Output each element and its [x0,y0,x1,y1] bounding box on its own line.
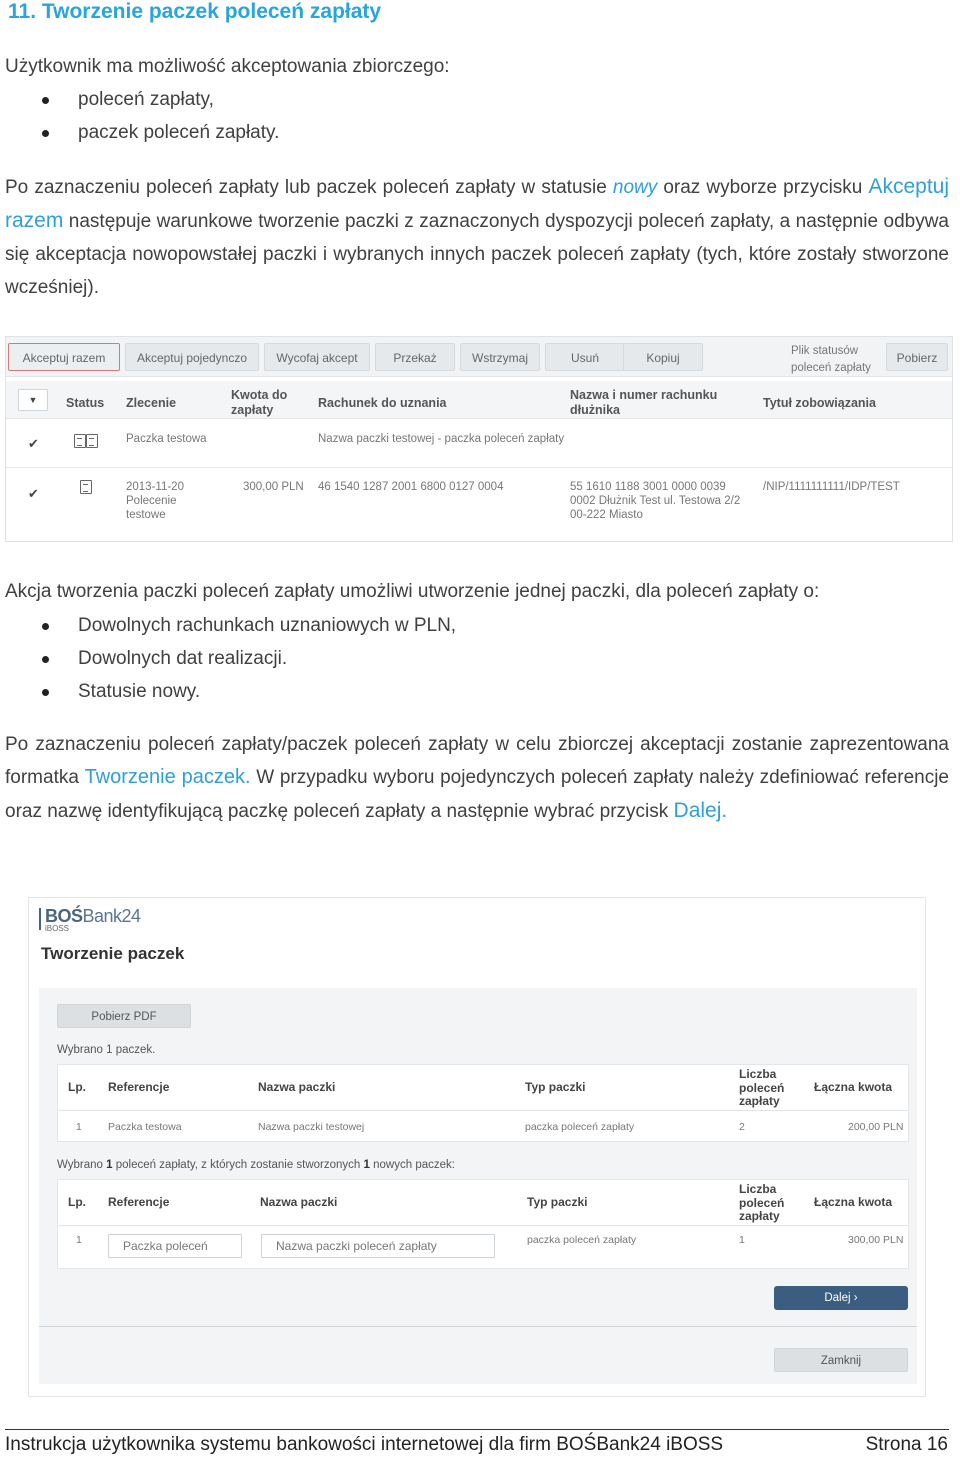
bank-logo [45,906,141,933]
chevron-right-icon: › [853,1292,858,1304]
order-cell: 2013-11-20 Polecenie testowe [126,481,184,521]
account-cell: Nazwa paczki testowej - paczka poleceń zapłaty [318,433,565,445]
new-packages-label [57,1159,455,1171]
new-packages-table [57,1179,909,1269]
text-span: poleceń zapłaty, z których zostanie stworzonych [112,1159,364,1171]
fetch-button[interactable]: Pobierz [886,343,948,371]
footer-divider [5,1429,949,1430]
column-name: Nazwa paczki [258,1080,336,1094]
intro-list [40,83,279,149]
column-count: Liczba poleceń zapłaty [739,1067,785,1108]
text-span: W przypadku wyboru pojedynczych poleceń zapłaty należy zdefiniować referencje oraz nazwę identyfikującą paczkę poleceń zapłaty a następnie wybrać przycisk [5,767,949,822]
delete-button[interactable]: Usuń [545,343,625,371]
hold-button[interactable]: Wstrzymaj [460,343,540,371]
conditions-list [40,609,456,708]
paragraph-2: Akcja tworzenia paczki poleceń zapłaty umożliwi utworzenie jednej paczki, dla poleceń zapłaty o: [5,581,820,602]
cell-type: paczka poleceń zapłaty [525,1121,635,1133]
copy-button[interactable]: Kopiuj [623,343,703,371]
title-cell: /NIP/1111111111/IDP/TEST [763,481,900,493]
column-total: Łączna kwota [814,1080,893,1094]
text-span: nowych paczek: [369,1159,455,1171]
list-item: Statusie nowy. [40,675,456,708]
column-lp: Lp. [68,1195,86,1209]
status-term: nowy [612,177,658,198]
page-number: Strona 16 [865,1434,948,1455]
form-term: Tworzenie paczek. [84,766,251,788]
table-row[interactable] [6,420,952,468]
column-type: Typ paczki [527,1195,588,1209]
packages-table [57,1064,909,1142]
logo-suffix: Bank24 [82,906,141,926]
table-header [58,1065,908,1111]
column-debtor[interactable]: Nazwa i numer rachunku dłużnika [570,388,718,417]
package-name-input[interactable] [261,1234,495,1258]
chevron-down-icon[interactable]: ▼ [18,389,48,411]
table-header [58,1180,908,1226]
column-amount[interactable]: Kwota do zapłaty [231,388,288,417]
column-order[interactable]: Zlecenie [126,396,177,410]
next-label: Dalej [824,1292,851,1304]
account-cell: 46 1540 1287 2001 6800 0127 0004 [318,481,504,493]
list-item: paczek poleceń zapłaty. [40,116,279,149]
button-term: Akceptuj razem [5,175,949,232]
package-icon [74,434,86,448]
logo-bar [39,908,41,930]
list-item: Dowolnych rachunkach uznaniowych w PLN, [40,609,456,642]
paragraph-1 [5,170,949,304]
selected-packages-label: Wybrano 1 paczek. [57,1044,156,1056]
orders-list-screenshot [5,336,953,542]
list-item: Dowolnych dat realizacji. [40,642,456,675]
create-packages-screenshot [28,897,926,1397]
text-span: następuje warunkowe tworzenie paczki z zaznaczonych dyspozycji poleceń zapłaty, a następnie odbywa się akceptacja nowopowstałej paczki i wybranych innych paczek poleceń zapłaty (tych, które zostały stworzone wcześniej). [5,211,949,298]
column-ref: Referencje [108,1195,170,1209]
download-pdf-button[interactable]: Pobierz PDF [57,1004,191,1028]
accept-single-button[interactable]: Akceptuj pojedynczo [125,343,259,371]
accept-together-button[interactable]: Akceptuj razem [8,343,120,371]
footer-title: Instrukcja użytkownika systemu bankowości internetowej dla firm BOŚBank24 iBOSS [5,1434,724,1455]
paragraph-3 [5,728,949,828]
cell-name: Nazwa paczki testowej [258,1121,365,1133]
column-total: Łączna kwota [814,1195,893,1209]
count-value: 1 [106,1159,113,1171]
order-cell: Paczka testowa [126,433,207,445]
amount-cell: 300,00 PLN [243,481,304,493]
close-button[interactable]: Zamknij [774,1348,908,1372]
cell-count: 2 [739,1121,745,1133]
count-value: 1 [363,1159,370,1171]
section-heading: 11. Tworzenie paczek poleceń zapłaty [8,0,382,23]
column-lp: Lp. [68,1080,86,1094]
debtor-cell: 55 1610 1188 3001 0000 0039 0002 Dłużnik Test ul. Testowa 2/2 00-222 Miasto [570,481,741,521]
column-account[interactable]: Rachunek do uznania [318,396,447,410]
text-span: Po zaznaczeniu poleceń zapłaty lub paczek poleceń zapłaty w statusie [5,177,613,198]
action-toolbar [6,337,952,377]
text-span: Po zaznaczeniu poleceń zapłaty/paczek poleceń zapłaty w celu zbiorczej akceptacji zostanie zaprezentowana formatka [5,734,949,788]
next-button[interactable] [774,1286,908,1310]
status-file-label: Plik statusów poleceń zapłaty [791,345,871,374]
checkbox-checked-icon[interactable]: ✔ [28,486,39,501]
text-span: oraz wyborze przycisku [657,177,869,198]
cell-total: 200,00 PLN [848,1121,904,1133]
withdraw-accept-button[interactable]: Wycofaj akcept [264,343,370,371]
checkbox-checked-icon[interactable]: ✔ [28,436,39,451]
intro-text: Użytkownik ma możliwość akceptowania zbiorczego: [5,56,450,77]
column-name: Nazwa paczki [260,1195,338,1209]
column-type: Typ paczki [525,1080,586,1094]
package-icon [86,434,98,448]
column-count: Liczba poleceń zapłaty [739,1182,785,1223]
cell-lp: 1 [76,1121,82,1133]
page-title: Tworzenie paczek [41,944,185,963]
reference-input[interactable] [108,1234,242,1258]
forward-button[interactable]: Przekaż [375,343,455,371]
logo-bank: BOŚ [45,906,83,926]
cell-type: paczka poleceń zapłaty [527,1234,637,1246]
logo-sub: iBOSS [45,924,70,933]
text-span: Wybrano [57,1159,107,1171]
column-status[interactable]: Status [66,396,105,410]
table-row[interactable] [6,468,952,524]
column-title[interactable]: Tytuł zobowiązania [763,396,876,410]
cell-total: 300,00 PLN [848,1234,904,1246]
list-item: poleceń zapłaty, [40,83,279,116]
divider [39,1326,917,1327]
cell-count: 1 [739,1234,745,1246]
document-icon [80,480,92,494]
column-ref: Referencje [108,1080,170,1094]
table-header [6,381,952,419]
cell-lp: 1 [76,1234,82,1246]
cell-ref: Paczka testowa [108,1121,182,1133]
button-term: Dalej. [673,799,728,822]
